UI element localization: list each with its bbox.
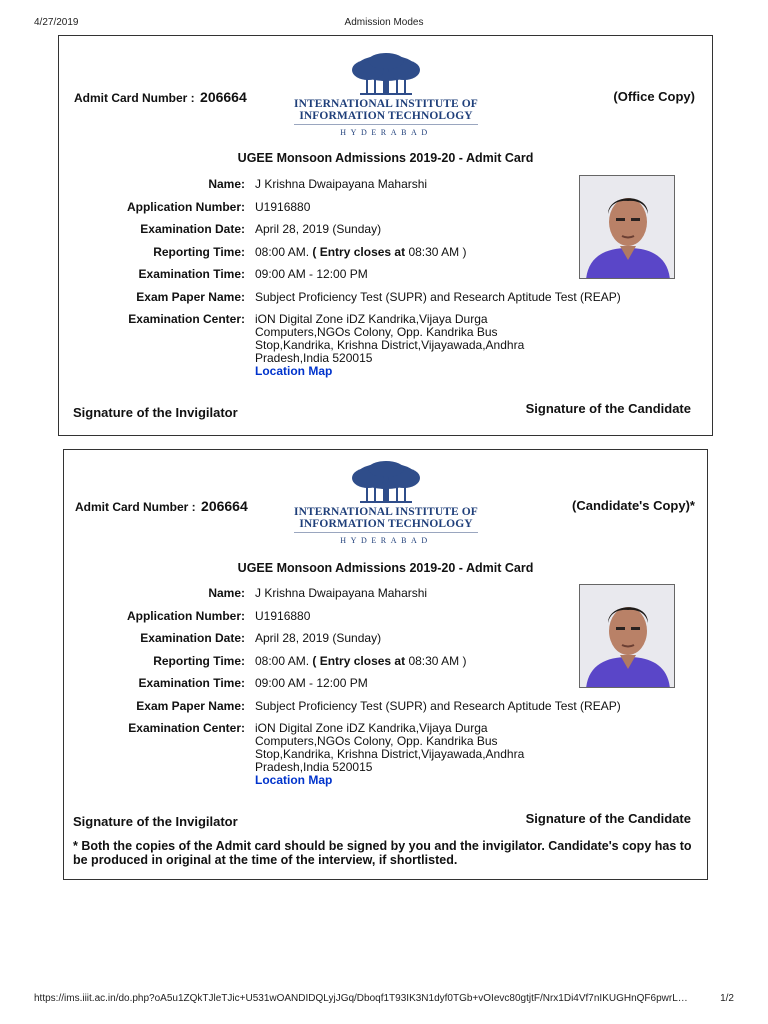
row-application-number (64, 610, 584, 623)
examination-center-label: Examination Center: (128, 312, 245, 326)
instructions-note: * Both the copies of the Admit card should be signed by you and the invigilator. Candidate's copy has to be produced in original at the time of the interview, if shortlisted. (73, 839, 692, 867)
row-examination-center (64, 722, 584, 787)
examination-date-label: Examination Date: (140, 631, 245, 645)
examination-time-value: 09:00 AM - 12:00 PM (255, 676, 368, 690)
exam-paper-value: Subject Proficiency Test (SUPR) and Research Aptitude Test (REAP) (255, 698, 621, 713)
reporting-time: 08:00 AM. (255, 653, 310, 668)
reporting-time-value (255, 655, 584, 668)
entry-closes-time: 08:30 AM ) (408, 653, 467, 668)
institute-logo (291, 52, 481, 147)
logo-divider (294, 124, 478, 125)
row-examination-center (59, 313, 579, 378)
entry-closes-label: ( Entry closes at (312, 653, 406, 668)
examination-center-value (255, 313, 540, 378)
row-application-number (59, 201, 579, 214)
row-exam-paper (59, 289, 621, 304)
location-map-link[interactable]: Location Map (255, 364, 333, 378)
admit-card-number (74, 89, 247, 105)
candidate-photo (579, 175, 675, 279)
entry-closes-label: ( Entry closes at (312, 244, 406, 259)
examination-center-address: iON Digital Zone iDZ Kandrika,Vijaya Durga Computers,NGOs Colony, Opp. Kandrika Bus Stop,Kandrika, Krishna District,Vijayawada,Andhra Pradesh,India 520015 (255, 721, 525, 774)
reporting-time-label: Reporting Time: (153, 653, 245, 668)
examination-center-value (255, 722, 540, 787)
candidate-details (64, 586, 621, 797)
location-map-link[interactable]: Location Map (255, 773, 333, 787)
admit-card-title: UGEE Monsoon Admissions 2019-20 - Admit Card (237, 561, 534, 575)
row-examination-time (64, 677, 584, 690)
logo-line-1: INTERNATIONAL INSTITUTE OF (294, 98, 478, 110)
row-examination-date (64, 632, 584, 645)
application-number-value: U1916880 (255, 199, 311, 214)
admit-card-office-copy (58, 35, 713, 436)
reporting-time: 08:00 AM. (255, 244, 310, 259)
candidate-details (59, 177, 621, 388)
logo-line-2: INFORMATION TECHNOLOGY (299, 110, 473, 122)
examination-date-value: April 28, 2019 (Sunday) (255, 631, 382, 645)
candidate-photo (579, 584, 675, 688)
logo-line-1: INTERNATIONAL INSTITUTE OF (294, 506, 478, 518)
print-date: 4/27/2019 (34, 17, 79, 28)
admit-card-number (75, 498, 248, 514)
print-url: https://ims.iiit.ac.in/do.php?oA5u1ZQkTJleTJic+U531wOANDIDQLyjJGq/Dboqf1T93IK3N1dyf0TGb+vOIevc80gtjtF/Nrx1Di4Vf7nIKUGHnQF6pwrL… (34, 993, 688, 1004)
banyan-tree-icon (346, 52, 426, 98)
examination-time-label: Examination Time: (138, 267, 245, 281)
admit-card-number-label: Admit Card Number : (75, 500, 196, 514)
banyan-tree-icon (346, 460, 426, 506)
signature-invigilator: Signature of the Invigilator (73, 405, 238, 420)
name-label: Name: (208, 177, 245, 191)
print-page-number: 1/2 (720, 993, 734, 1004)
admit-card-number-value: 206664 (200, 89, 247, 105)
row-name (59, 178, 579, 191)
examination-center-address: iON Digital Zone iDZ Kandrika,Vijaya Durga Computers,NGOs Colony, Opp. Kandrika Bus Stop,Kandrika, Krishna District,Vijayawada,Andhra Pradesh,India 520015 (255, 312, 525, 365)
row-examination-date (59, 223, 579, 236)
reporting-time-value (255, 246, 579, 259)
row-exam-paper (64, 698, 621, 713)
candidate-copy-label: (Candidate's Copy)* (572, 498, 695, 513)
signature-invigilator: Signature of the Invigilator (73, 814, 238, 829)
signature-candidate: Signature of the Candidate (525, 401, 691, 416)
examination-time-value: 09:00 AM - 12:00 PM (255, 267, 368, 281)
row-reporting-time (64, 655, 584, 668)
logo-line-2: INFORMATION TECHNOLOGY (299, 518, 473, 530)
logo-city: HYDERABAD (340, 536, 432, 545)
application-number-label: Application Number: (126, 608, 245, 623)
admit-card-title: UGEE Monsoon Admissions 2019-20 - Admit Card (237, 151, 534, 165)
exam-paper-label: Exam Paper Name: (136, 289, 245, 304)
office-copy-label: (Office Copy) (613, 89, 695, 104)
name-value: J Krishna Dwaipayana Maharshi (255, 586, 428, 600)
reporting-time-label: Reporting Time: (153, 244, 245, 259)
name-value: J Krishna Dwaipayana Maharshi (255, 177, 428, 191)
signature-candidate: Signature of the Candidate (525, 811, 691, 826)
row-reporting-time (59, 246, 579, 259)
exam-paper-label: Exam Paper Name: (136, 698, 245, 713)
admit-card-number-label: Admit Card Number : (74, 91, 195, 105)
logo-divider (294, 532, 478, 533)
exam-paper-value: Subject Proficiency Test (SUPR) and Research Aptitude Test (REAP) (255, 289, 621, 304)
examination-center-label: Examination Center: (128, 721, 245, 735)
examination-time-label: Examination Time: (138, 676, 245, 690)
admit-card-candidate-copy (63, 449, 708, 880)
examination-date-label: Examination Date: (140, 222, 245, 236)
name-label: Name: (208, 586, 245, 600)
entry-closes-time: 08:30 AM ) (408, 244, 467, 259)
application-number-label: Application Number: (126, 199, 245, 214)
row-examination-time (59, 268, 579, 281)
admit-card-number-value: 206664 (201, 498, 248, 514)
row-name (64, 587, 584, 600)
print-header (34, 17, 734, 31)
print-title: Admission Modes (344, 17, 424, 28)
application-number-value: U1916880 (255, 608, 311, 623)
examination-date-value: April 28, 2019 (Sunday) (255, 222, 382, 236)
institute-logo (291, 460, 481, 555)
logo-city: HYDERABAD (340, 128, 432, 137)
